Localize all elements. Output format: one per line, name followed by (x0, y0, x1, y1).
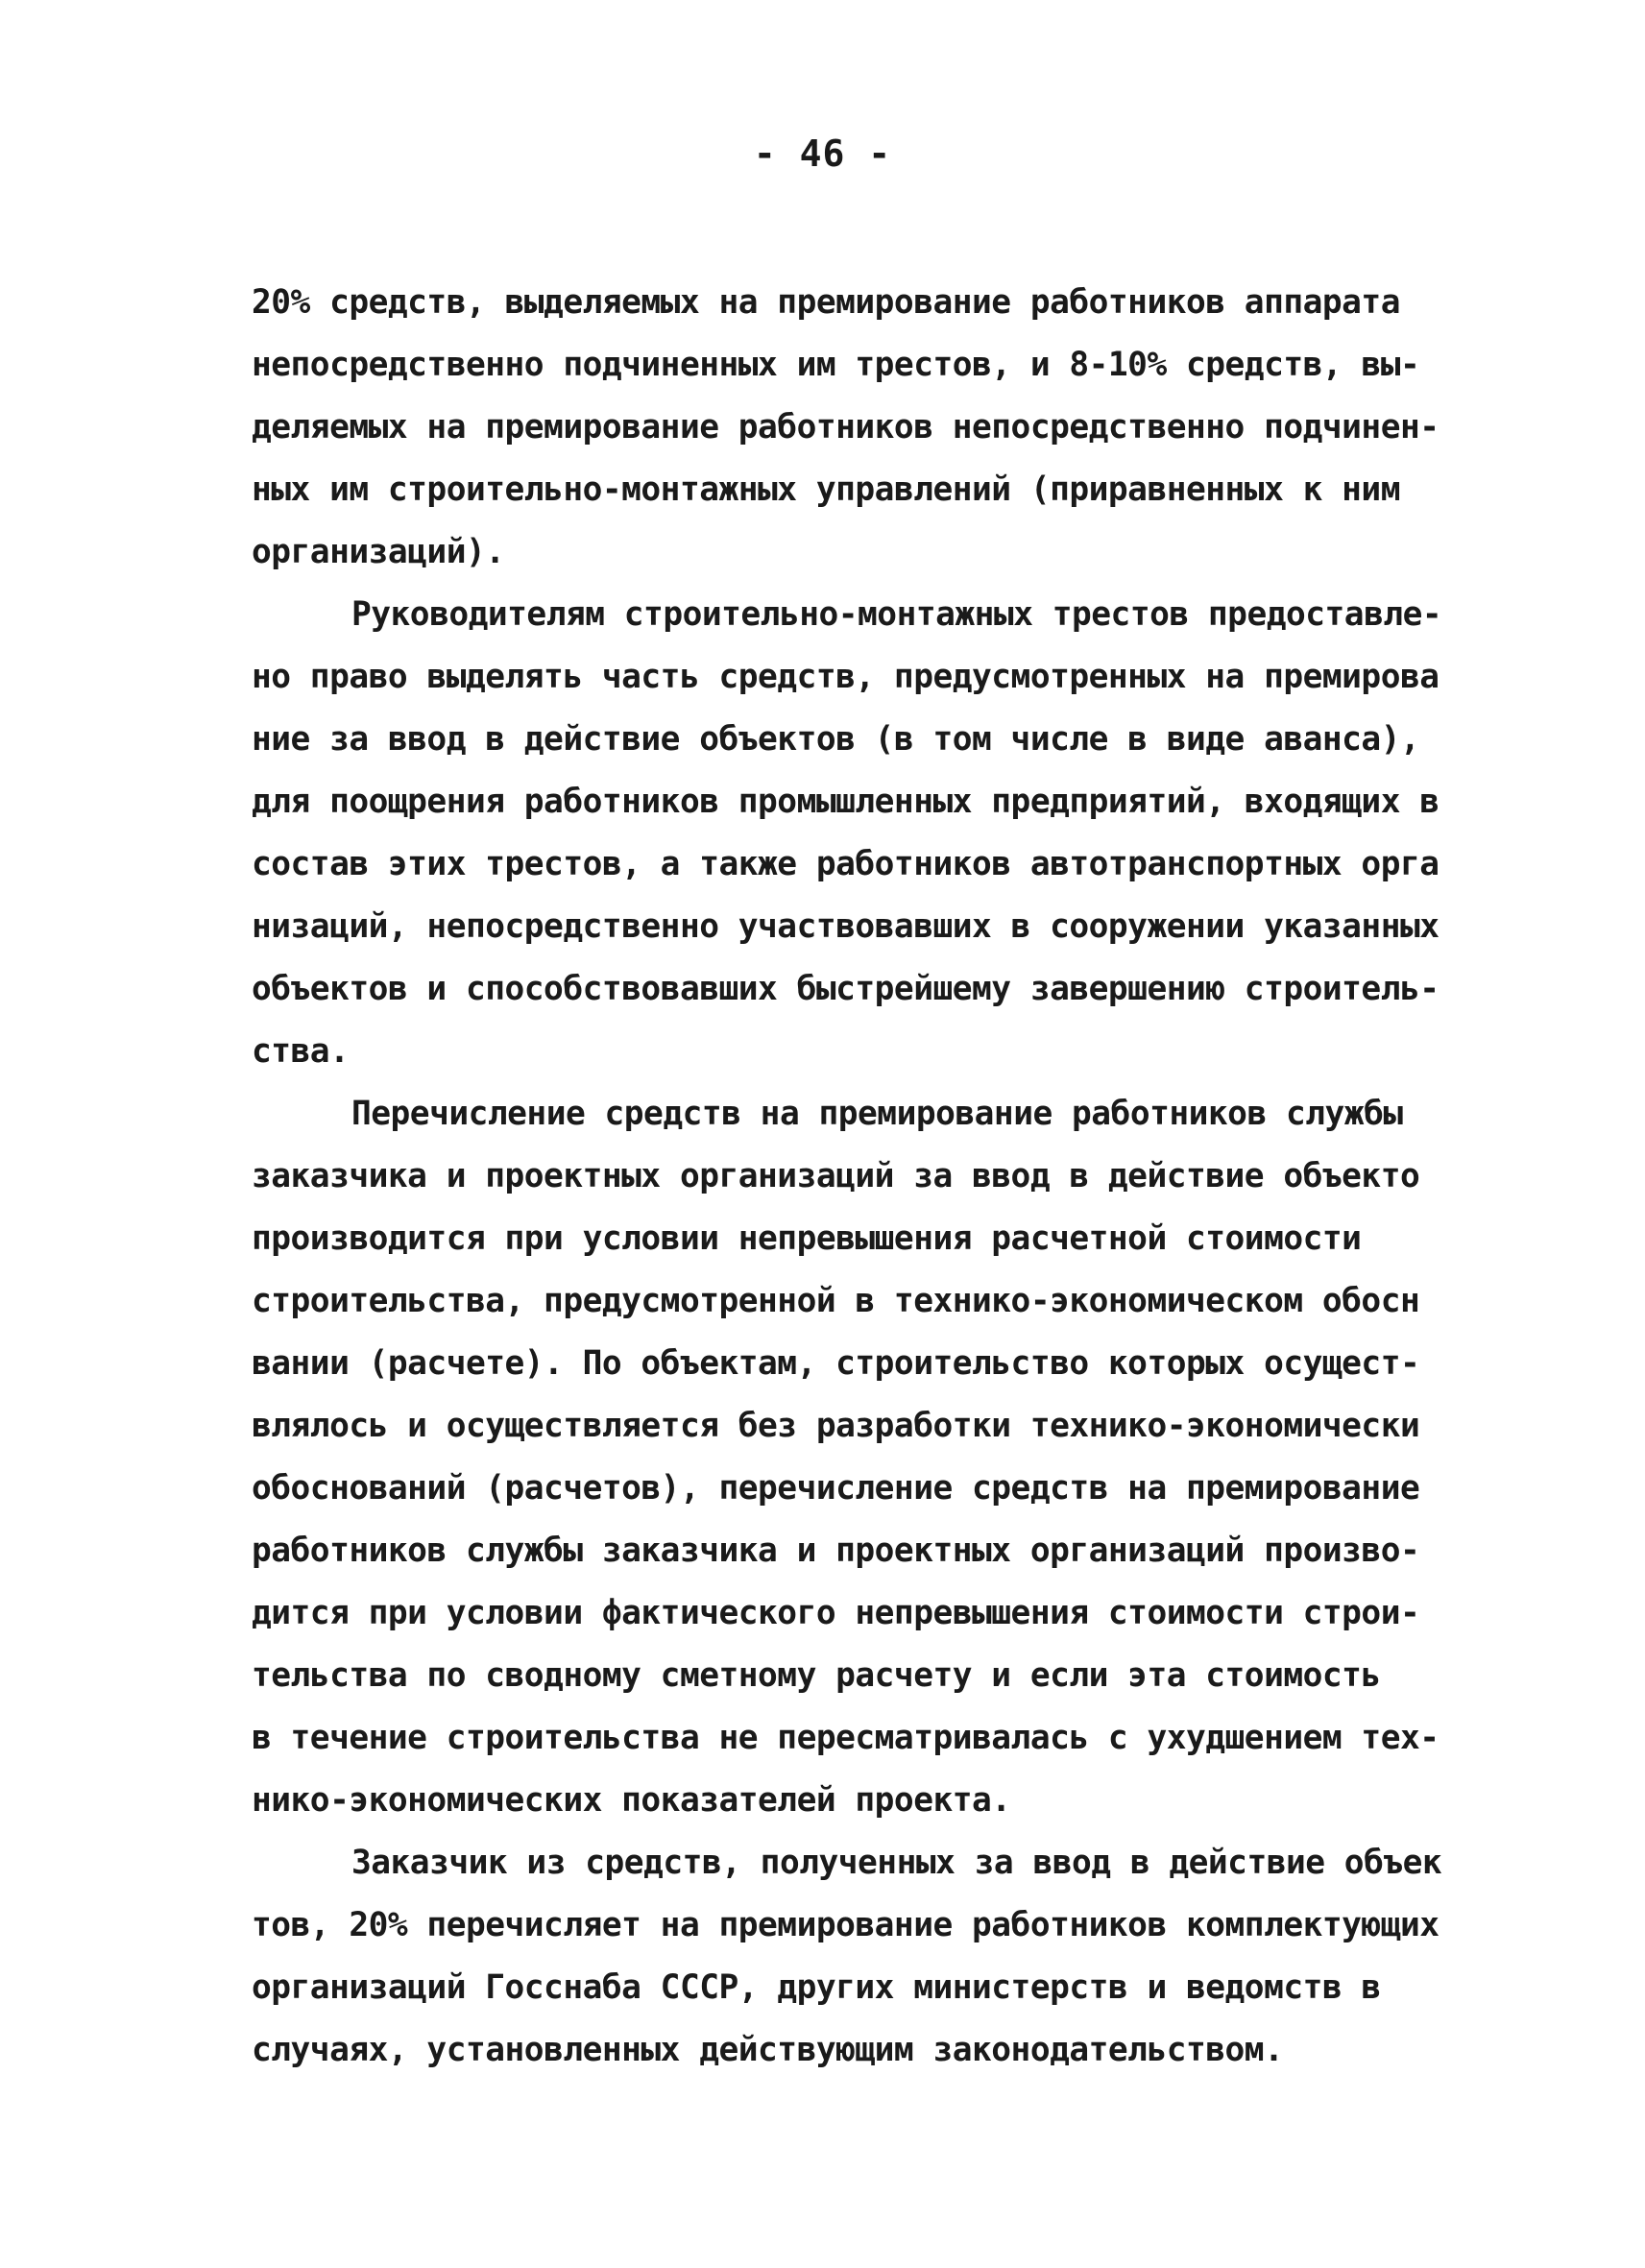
text-line: низаций, непосредственно участвовавших в сооружении указанных (252, 907, 1439, 946)
text-line: производится при условии непревышения расчетной стоимости (252, 1219, 1362, 1258)
text-line: обоснований (расчетов), перечисление средств на премирование (252, 1469, 1420, 1508)
text-line: деляемых на премирование работников непосредственно подчинен- (252, 408, 1439, 446)
text-line: вании (расчете). По объектам, строительство которых осущест- (252, 1344, 1420, 1383)
text-line: объектов и способствовавших быстрейшему завершению строитель- (252, 970, 1439, 1008)
text-line: Заказчик из средств, полученных за ввод в действие объек (351, 1844, 1442, 1882)
text-line: нико-экономических показателей проекта. (252, 1781, 1011, 1820)
text-line: непосредственно подчиненных им трестов, и 8-10% средств, вы- (252, 346, 1420, 384)
text-line: ние за ввод в действие объектов (в том числе в виде аванса), (252, 720, 1420, 759)
text-line: организаций). (252, 533, 505, 571)
text-line: но право выделять часть средств, предусмотренных на премирова (252, 658, 1439, 696)
page-number: - 46 - (753, 133, 892, 175)
text-line: влялось и осуществляется без разработки технико-экономически (252, 1407, 1420, 1445)
text-line: строительства, предусмотренной в технико-экономическом обосн (252, 1282, 1420, 1320)
text-line: случаях, установленных действующим законодательством. (252, 2031, 1284, 2069)
text-line: тов, 20% перечисляет на премирование работников комплектующих (252, 1906, 1439, 1944)
text-line: для поощрения работников промышленных предприятий, входящих в (252, 783, 1439, 821)
text-line: дится при условии фактического непревышения стоимости строи- (252, 1594, 1420, 1632)
text-line: состав этих трестов, а также работников автотранспортных орга (252, 845, 1439, 883)
text-line: Перечисление средств на премирование работников службы (351, 1095, 1403, 1133)
text-line: ных им строительно-монтажных управлений (приравненных к ним (252, 470, 1400, 509)
text-line: в течение строительства не пересматривалась с ухудшением тех- (252, 1719, 1439, 1757)
text-line: работников службы заказчика и проектных организаций произво- (252, 1532, 1420, 1570)
text-line: организаций Госснаба СССР, других министерств и ведомств в (252, 1968, 1381, 2007)
text-line: Руководителям строительно-монтажных трестов предоставле- (351, 595, 1442, 634)
body-text (252, 272, 1442, 2082)
text-line: заказчика и проектных организаций за ввод в действие объекто (252, 1157, 1420, 1195)
text-line: 20% средств, выделяемых на премирование работников аппарата (252, 283, 1400, 322)
text-line: тельства по сводному сметному расчету и если эта стоимость (252, 1656, 1381, 1695)
text-line: ства. (252, 1032, 350, 1071)
